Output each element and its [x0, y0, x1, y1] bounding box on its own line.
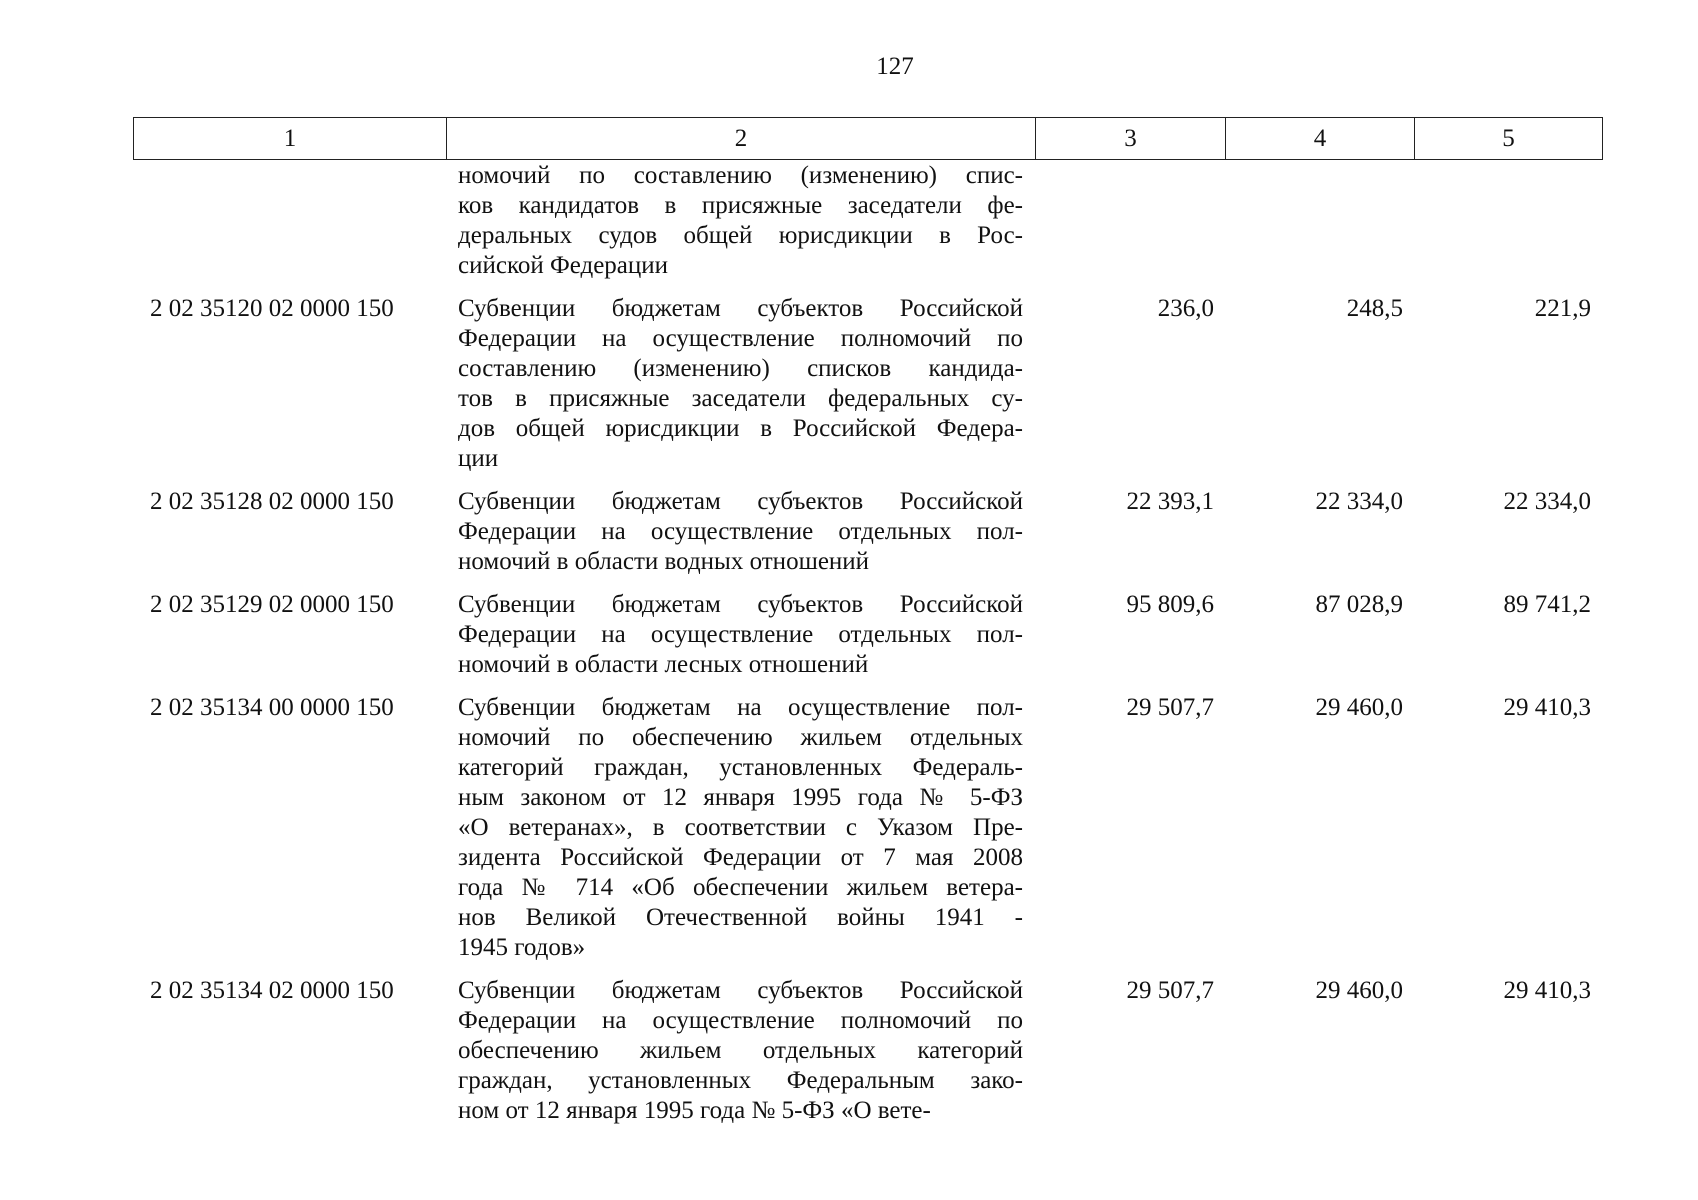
description-line: Субвенции бюджетам субъектов Российской: [458, 591, 1023, 618]
description-line: Федерации на осуществление полномочий по: [458, 1007, 1023, 1034]
value-col5-cell: 22 334,0: [1503, 488, 1591, 515]
description-line: Федерации на осуществление отдельных пол-: [458, 518, 1023, 545]
description-line: Субвенции бюджетам на осуществление пол-: [458, 694, 1023, 721]
value-col5-cell: 29 410,3: [1503, 977, 1591, 1004]
value-col3-cell: 29 507,7: [1126, 694, 1214, 721]
description-line: Федерации на осуществление отдельных пол-: [458, 621, 1023, 648]
value-col4-cell: 87 028,9: [1315, 591, 1403, 618]
description-line: сийской Федерации: [458, 252, 669, 279]
table-header: [133, 117, 1603, 160]
description-line: Субвенции бюджетам субъектов Российской: [458, 295, 1023, 322]
table-row: [133, 161, 1602, 281]
description-line: тов в присяжные заседатели федеральных су-: [458, 385, 1023, 412]
description-line: «О ветеранах», в соответствии с Указом Пре-: [458, 814, 1023, 841]
table-body: [133, 161, 1602, 1139]
table-row: [133, 693, 1602, 963]
description-line: 1945 годов»: [458, 934, 586, 961]
description-line: номочий в области лесных отношений: [458, 651, 869, 678]
description-cell: [446, 590, 1035, 680]
description-line: Субвенции бюджетам субъектов Российской: [458, 488, 1023, 515]
value-col5-cell: 29 410,3: [1503, 694, 1591, 721]
description-cell: [446, 161, 1035, 281]
description-line: номочий в области водных отношений: [458, 548, 870, 575]
budget-code-cell: 2 02 35128 02 0000 150: [150, 488, 394, 515]
column-header-2: 2: [447, 118, 1036, 160]
description-line: ции: [458, 445, 499, 472]
value-col4-cell: 29 460,0: [1315, 977, 1403, 1004]
description-line: ном от 12 января 1995 года № 5-ФЗ «О вете-: [458, 1097, 931, 1124]
table-row: [133, 590, 1602, 680]
table-row: [133, 294, 1602, 474]
description-line: ков кандидатов в присяжные заседатели фе-: [458, 192, 1023, 219]
description-line: граждан, установленных Федеральным зако-: [458, 1067, 1023, 1094]
value-col3-cell: 29 507,7: [1126, 977, 1214, 1004]
column-header-5: 5: [1415, 118, 1603, 160]
budget-code-cell: 2 02 35129 02 0000 150: [150, 591, 394, 618]
value-col3-cell: 236,0: [1157, 295, 1214, 322]
description-line: деральных судов общей юрисдикции в Рос-: [458, 222, 1023, 249]
description-line: категорий граждан, установленных Федераль-: [458, 754, 1023, 781]
description-line: года № 714 «Об обеспечении жильем ветера-: [458, 874, 1023, 901]
description-line: Федерации на осуществление полномочий по: [458, 325, 1023, 352]
column-header-3: 3: [1036, 118, 1226, 160]
description-line: номочий по составлению (изменению) спис-: [458, 162, 1023, 189]
description-line: составлению (изменению) списков кандида-: [458, 355, 1023, 382]
description-line: дов общей юрисдикции в Российской Федера-: [458, 415, 1023, 442]
table-row: [133, 976, 1602, 1126]
description-line: номочий по обеспечению жильем отдельных: [458, 724, 1023, 751]
description-cell: [446, 976, 1035, 1126]
column-header-4: 4: [1226, 118, 1415, 160]
description-line: Субвенции бюджетам субъектов Российской: [458, 977, 1023, 1004]
description-line: обеспечению жильем отдельных категорий: [458, 1037, 1023, 1064]
value-col4-cell: 29 460,0: [1315, 694, 1403, 721]
value-col4-cell: 248,5: [1346, 295, 1403, 322]
description-cell: [446, 693, 1035, 963]
value-col5-cell: 221,9: [1534, 295, 1591, 322]
value-col5-cell: 89 741,2: [1503, 591, 1591, 618]
description-line: нов Великой Отечественной войны 1941 -: [458, 904, 1023, 931]
description-line: ным законом от 12 января 1995 года № 5-ФЗ: [458, 784, 1023, 811]
column-header-1: 1: [134, 118, 447, 160]
description-cell: [446, 294, 1035, 474]
budget-code-cell: 2 02 35134 00 0000 150: [150, 694, 394, 721]
description-line: зидента Российской Федерации от 7 мая 2008: [458, 844, 1023, 871]
value-col3-cell: 22 393,1: [1126, 488, 1214, 515]
table-row: [133, 487, 1602, 577]
page-number: 127: [876, 53, 914, 80]
value-col3-cell: 95 809,6: [1126, 591, 1214, 618]
budget-code-cell: 2 02 35120 02 0000 150: [150, 295, 394, 322]
value-col4-cell: 22 334,0: [1315, 488, 1403, 515]
budget-code-cell: 2 02 35134 02 0000 150: [150, 977, 394, 1004]
description-cell: [446, 487, 1035, 577]
